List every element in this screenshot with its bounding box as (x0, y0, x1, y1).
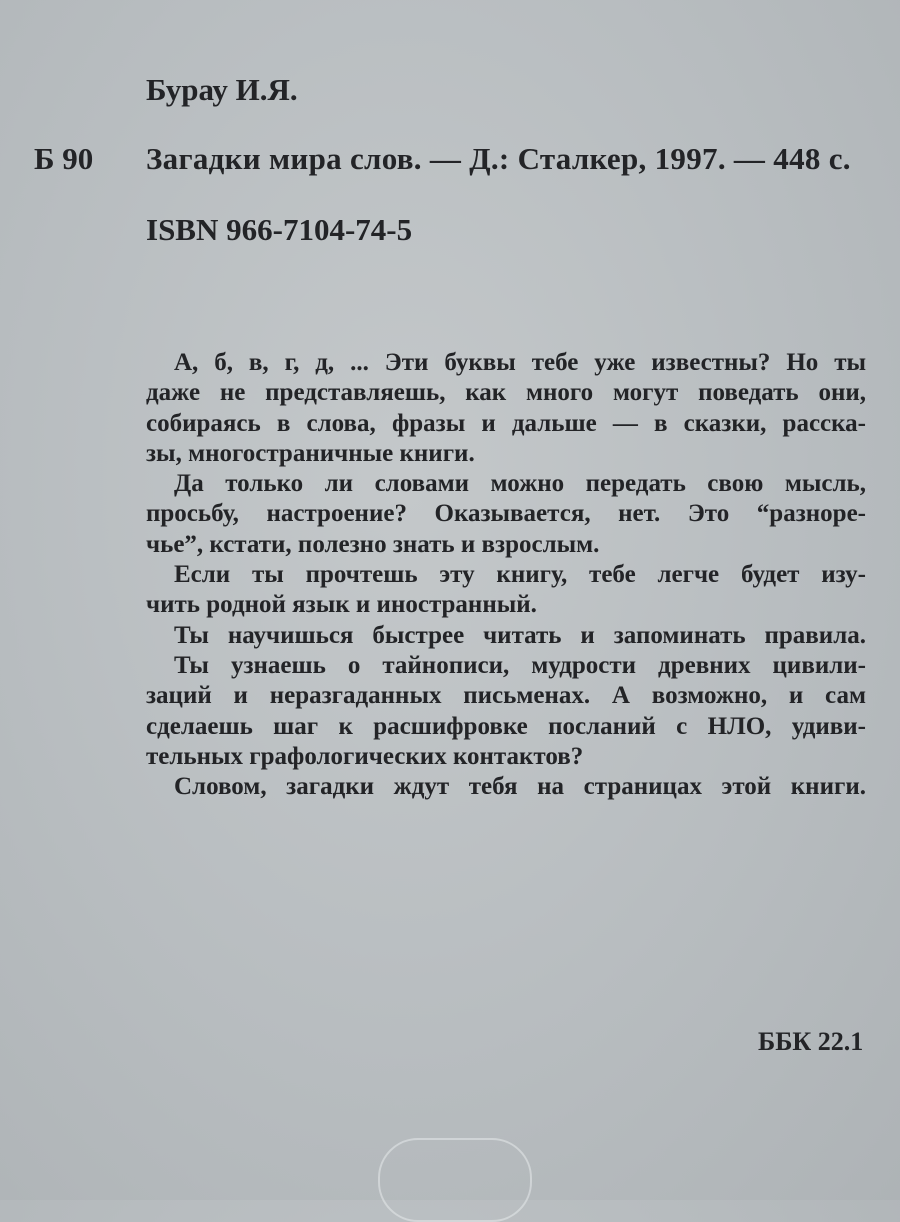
annotation-line: Ты научишься быстрее читать и запоминать правила. (174, 621, 866, 649)
annotation-line: даже не представляешь, как много могут поведать они, (146, 379, 866, 407)
annotation-line: чье”, кстати, полезно знать и взрослым. (146, 530, 600, 558)
annotation-text (146, 348, 866, 802)
faint-stamp-mark (378, 1138, 532, 1222)
annotation-line: А, б, в, г, д, ... Эти буквы тебе уже известны? Но ты (174, 349, 866, 376)
annotation-line: зы, многостраничные книги. (146, 439, 475, 467)
author-name: Бурау И.Я. (146, 72, 298, 107)
annotation-line: сделаешь шаг к расшифровке посланий с НЛО, удиви- (146, 712, 866, 740)
annotation-line: Словом, загадки ждут тебя на страницах этой книги. (174, 773, 866, 801)
annotation-line: просьбу, настроение? Оказывается, нет. Это “разноре- (146, 500, 866, 528)
annotation-line: Если ты прочтешь эту книгу, тебе легче будет изу- (174, 561, 866, 589)
annotation-line: чить родной язык и иностранный. (146, 591, 537, 619)
annotation-line: собираясь в слова, фразы и дальше — в сказки, расска- (146, 409, 866, 437)
bibliographic-citation: Загадки мира слов. — Д.: Сталкер, 1997. — 448 с. (146, 141, 851, 176)
isbn-number: ISBN 966-7104-74-5 (146, 212, 413, 247)
bbk-code: ББК 22.1 (758, 1027, 864, 1056)
annotation-line: тельных графологических контактов? (146, 742, 584, 770)
annotation-line: заций и неразгаданных письменах. А возможно, и сам (146, 682, 866, 710)
annotation-line: Да только ли словами можно передать свою мысль, (174, 470, 866, 498)
library-index: Б 90 (34, 141, 94, 176)
annotation-line: Ты узнаешь о тайнописи, мудрости древних цивили- (174, 651, 866, 679)
